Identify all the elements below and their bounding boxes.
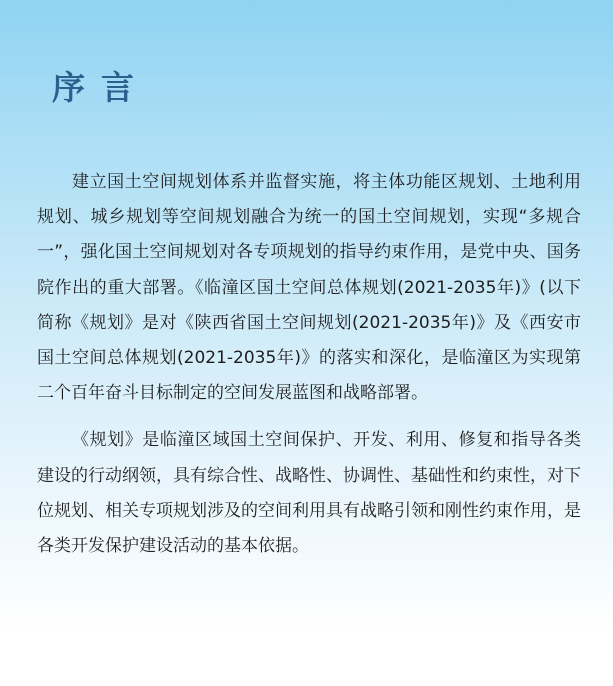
paragraph-2: 《规划》是临潼区域国土空间保护、开发、利用、修复和指导各类建设的行动纲领，具有综合性、战略性、协调性、基础性和约束性，对下位规划、相关专项规划涉及的空间利用具有战略引领和刚性约束作用，是各类开发保护建设活动的基本依据。 [37,430,581,557]
page-title: 序言 [52,68,150,107]
body-text [37,165,581,576]
paragraph-1: 建立国土空间规划体系并监督实施，将主体功能区规划、土地利用规划、城乡规划等空间规划融合为统一的国土空间规划，实现“多规合一”，强化国土空间规划对各专项规划的指导约束作用，是党中央、国务院作出的重大部署。《临潼区国土空间总体规划(2021-2035年)》(以下简称《规划》是对《陕西省国土空间规划(2021-2035年)》及《西安市国土空间总体规划(2021-2035年)》的落实和深化，是临潼区为实现第二个百年奋斗目标制定的空间发展蓝图和战略部署。 [37,172,581,404]
